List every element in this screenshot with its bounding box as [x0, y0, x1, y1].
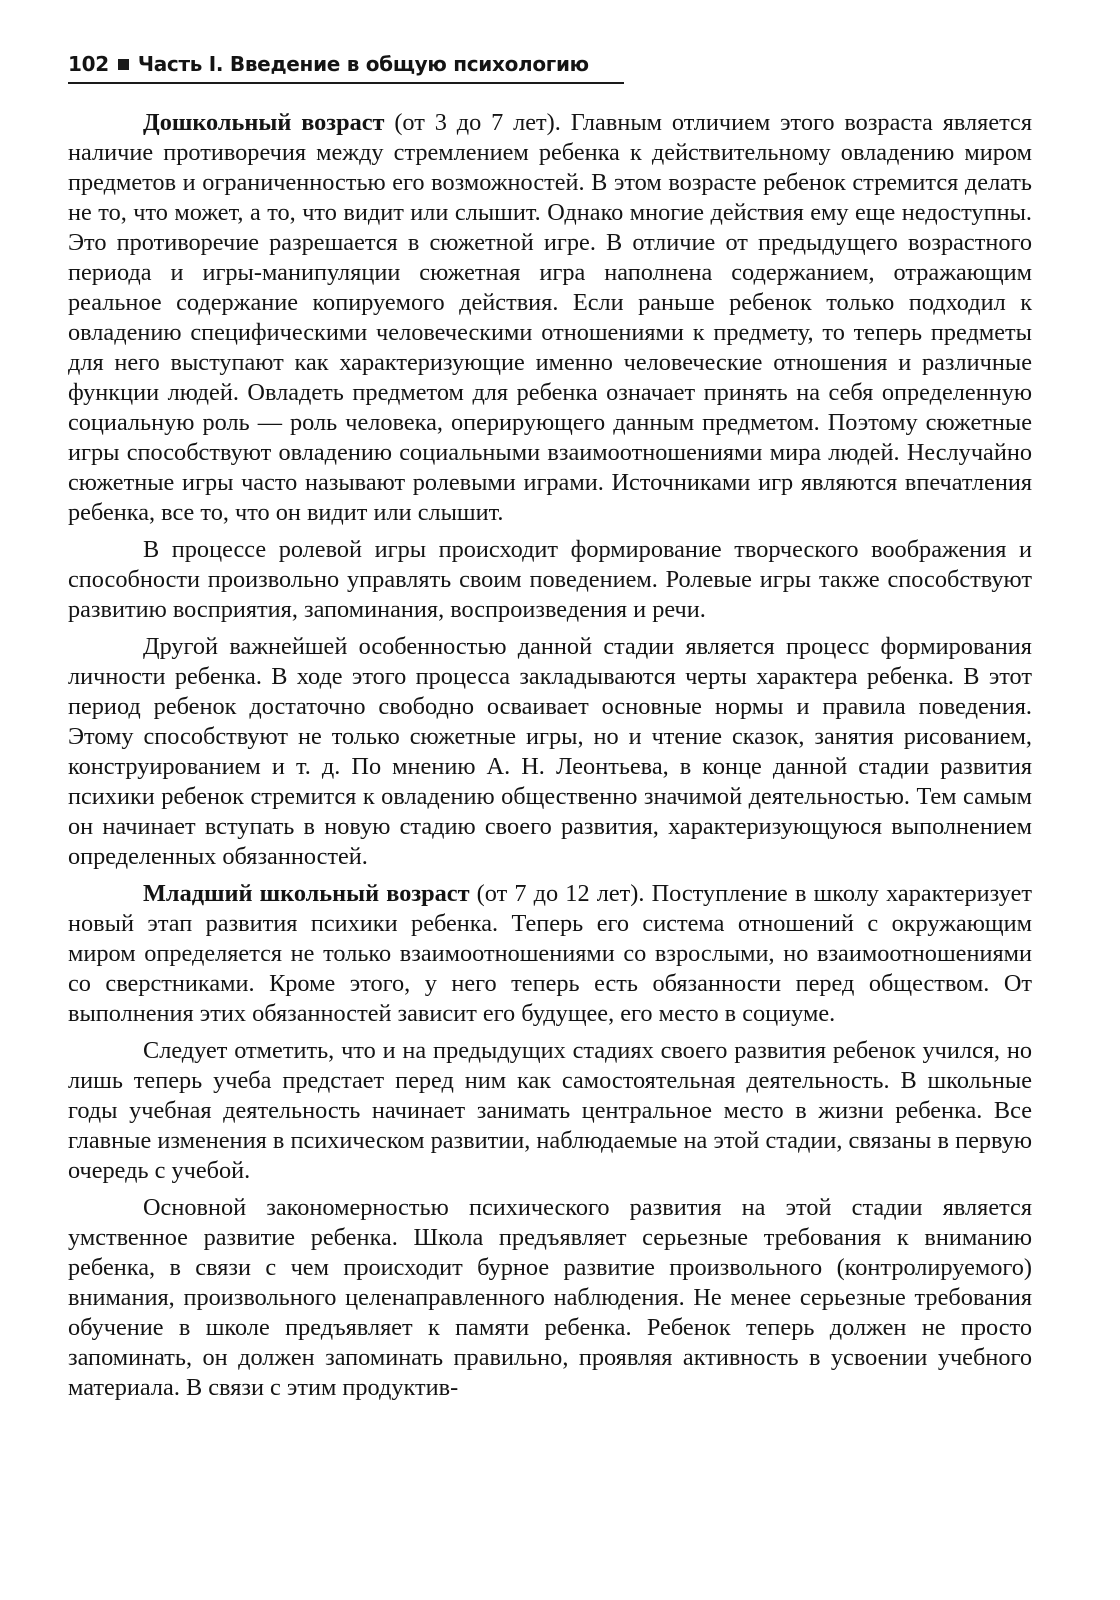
paragraph: [68, 108, 1032, 528]
page-content: [68, 52, 1032, 1410]
term-heading: Дошкольный возраст: [143, 109, 385, 136]
paragraph-text: В процессе ролевой игры происходит формирование творческого воображения и способности произвольно управлять своим поведением. Ролевые игры также способствуют развитию восприятия, запоминания, воспроизведения и речи.: [68, 536, 1032, 623]
paragraph: [68, 879, 1032, 1029]
paragraph-text: Следует отметить, что и на предыдущих стадиях своего развития ребенок учился, но лишь теперь учеба предстает перед ним как самостоятельная деятельность. В школьные годы учебная деятельность начинает занимать центральное место в жизни ребенка. Все главные изменения в психическом развитии, наблюдаемые на этой стадии, связаны в первую очередь с учебой.: [68, 1037, 1032, 1184]
paragraph-text: Другой важнейшей особенностью данной стадии является процесс формирования личности ребенка. В ходе этого процесса закладываются черты характера ребенка. В этот период ребенок достаточно свободно осваивает основные нормы и правила поведения. Этому способствуют не только сюжетные игры, но и чтение сказок, занятия рисованием, конструированием и т. д. По мнению А. Н. Леонтьева, в конце данной стадии развития психики ребенок стремится к овладению общественно значимой деятельностью. Тем самым он начинает вступать в новую стадию своего развития, характеризующуюся выполнением определенных обязанностей.: [68, 633, 1032, 870]
square-bullet-icon: [118, 59, 129, 70]
page-number: 102: [68, 52, 109, 76]
section-title: Часть I. Введение в общую психологию: [137, 52, 589, 76]
paragraph: [68, 535, 1032, 625]
paragraph-text: (от 7 до 12 лет). Поступление в школу характеризует новый этап развития психики ребенка. Теперь его система отношений с окружающим миром определяется не только взаимоотношениями со взрослыми, но взаимоотношениями со сверстниками. Кроме этого, у него теперь есть обязанности перед обществом. От выполнения этих обязанностей зависит его будущее, его место в социуме.: [68, 880, 1032, 1027]
paragraph: [68, 632, 1032, 872]
paragraph: [68, 1036, 1032, 1186]
body-text: [68, 108, 1032, 1403]
running-head: [68, 52, 624, 84]
paragraph-text: Основной закономерностью психического развития на этой стадии является умственное развитие ребенка. Школа предъявляет серьезные требования к вниманию ребенка, в связи с чем происходит бурное развитие произвольного (контролируемого) внимания, произвольного целенаправленного наблюдения. Не менее серьезные требования обучение в школе предъявляет к памяти ребенка. Ребенок теперь должен не просто запоминать, он должен запоминать правильно, проявляя активность в усвоении учебного материала. В связи с этим продуктив-: [68, 1194, 1032, 1401]
paragraph: [68, 1193, 1032, 1403]
paragraph-text: (от 3 до 7 лет). Главным отличием этого возраста является наличие противоречия между стремлением ребенка к действительному овладению миром предметов и ограниченностью его возможностей. В этом возрасте ребенок стремится делать не то, что может, а то, что видит или слышит. Однако многие действия ему еще недоступны. Это противоречие разрешается в сюжетной игре. В отличие от предыдущего возрастного периода и игры-манипуляции сюжетная игра наполнена содержанием, отражающим реальное содержание копируемого действия. Если раньше ребенок только подходил к овладению специфическими человеческими отношениями к предмету, то теперь предметы для него выступают как характеризующие именно человеческие отношения и различные функции людей. Овладеть предметом для ребенка означает принять на себя определенную социальную роль — роль человека, оперирующего данным предметом. Поэтому сюжетные игры способствуют овладению социальными взаимоотношениями мира людей. Неслучайно сюжетные игры часто называют ролевыми играми. Источниками игр являются впечатления ребенка, все то, что он видит или слышит.: [68, 109, 1032, 526]
term-heading: Младший школьный возраст: [143, 880, 470, 907]
